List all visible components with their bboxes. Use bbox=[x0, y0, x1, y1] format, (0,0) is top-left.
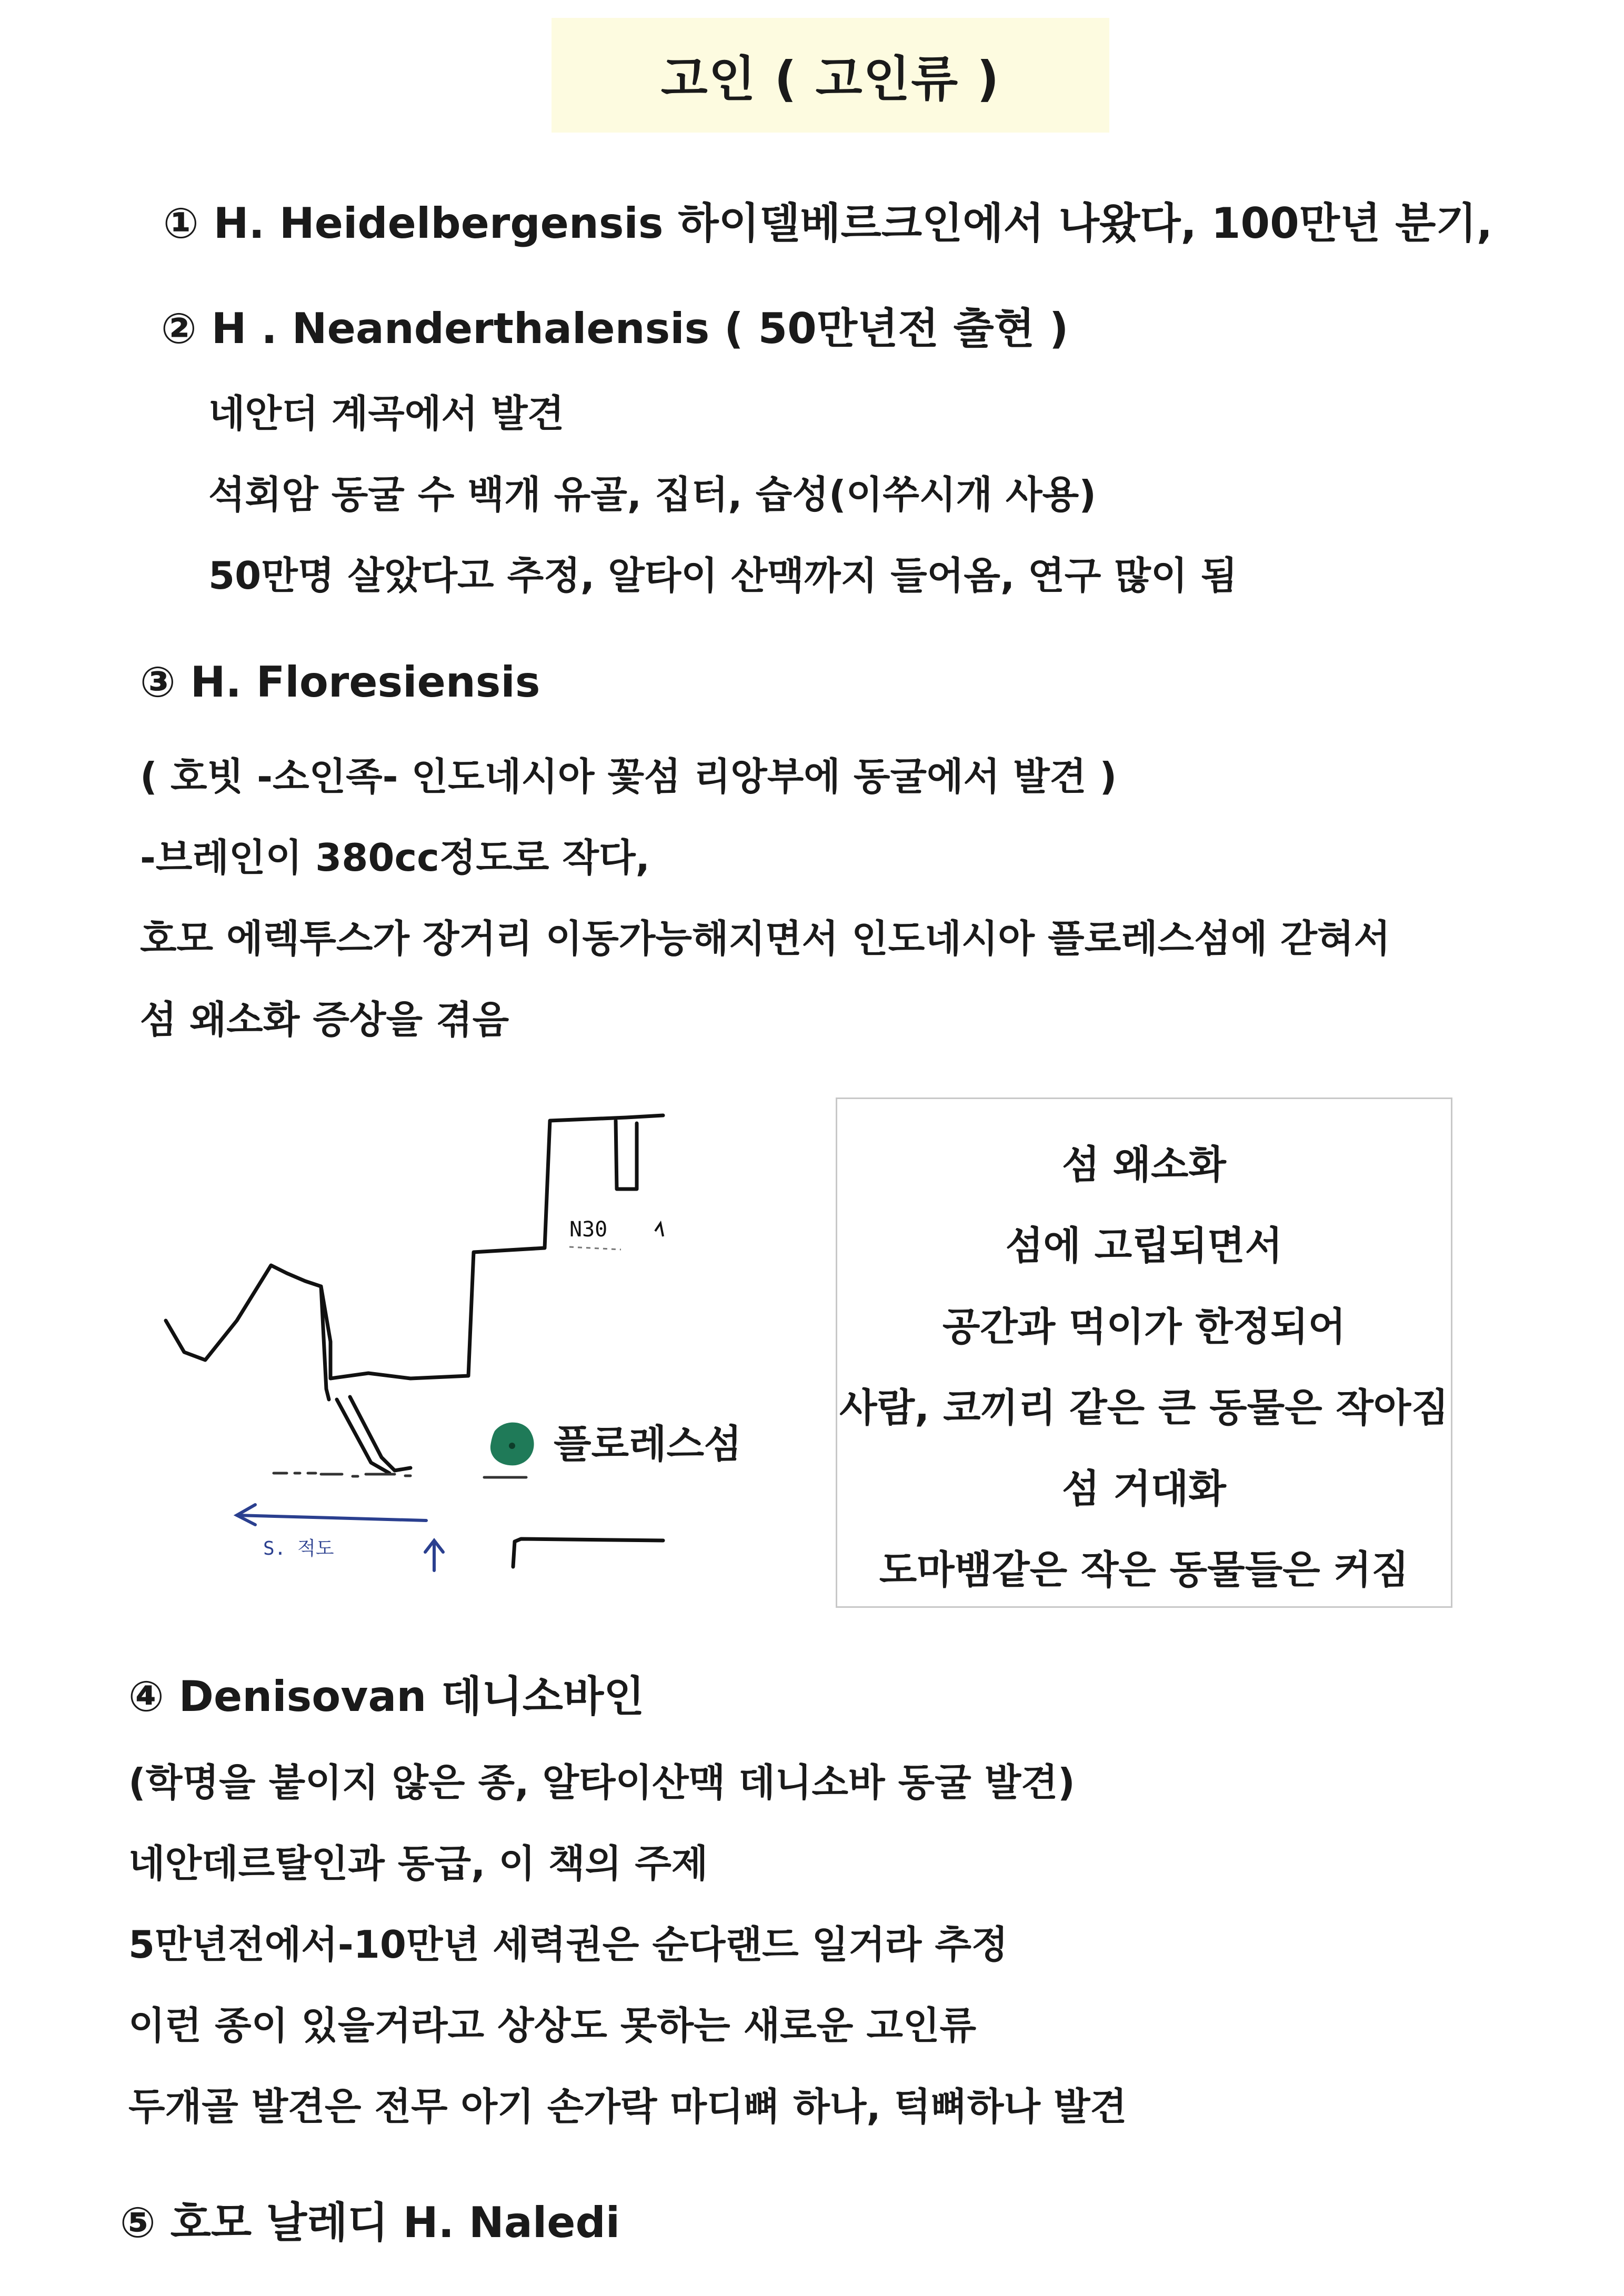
section3-line-1: ( 호빗 -소인족- 인도네시아 꽃섬 리앙부에 동굴에서 발견 ) bbox=[140, 754, 1117, 799]
page-title: 고인 ( 고인류 ) bbox=[660, 51, 1000, 107]
equator-handwritten-label: S. 적도 bbox=[263, 1538, 334, 1559]
note-line-6: 도마뱀같은 작은 동물들은 커짐 bbox=[879, 1547, 1409, 1593]
island-rule-note-box bbox=[836, 1097, 1452, 1608]
flores-island-label: 플로레스섬 bbox=[554, 1422, 742, 1467]
section2-line-2: 석회암 동굴 수 백개 유골, 집터, 습성(이쑤시개 사용) bbox=[208, 472, 1097, 517]
section2-line-3: 50만명 살았다고 추정, 알타이 산맥까지 들어옴, 연구 많이 됨 bbox=[208, 553, 1238, 598]
section4-heading: ④ Denisovan 데니소바인 bbox=[128, 1672, 645, 1721]
equator-dashed-line bbox=[274, 1473, 526, 1477]
section4-line-1: (학명을 붙이지 않은 종, 알타이산맥 데니소바 동굴 발견) bbox=[128, 1760, 1075, 1805]
flores-map-sketch bbox=[163, 1094, 774, 1589]
section5-heading: ⑤ 호모 날레디 H. Naledi bbox=[120, 2198, 620, 2247]
section4-line-2: 네안데르탈인과 동급, 이 책의 주제 bbox=[128, 1841, 708, 1886]
note-line-3: 공간과 먹이가 한정되어 bbox=[942, 1304, 1346, 1350]
note-line-2: 섬에 고립되면서 bbox=[1005, 1223, 1283, 1268]
coastline-drawing bbox=[166, 1115, 663, 1567]
section3-line-4: 섬 왜소화 증상을 겪음 bbox=[140, 998, 509, 1042]
equator-arrow bbox=[237, 1505, 426, 1525]
section4-line-4: 이런 종이 있을거라고 상상도 못하는 새로운 고인류 bbox=[128, 2003, 976, 2048]
section4-line-3: 5만년전에서-10만년 세력권은 순다랜드 일거라 추정 bbox=[128, 1922, 1008, 1967]
n30-handwritten: N30 bbox=[569, 1217, 608, 1242]
section2-line-1: 네안더 계곡에서 발견 bbox=[208, 391, 565, 436]
n30-dashes bbox=[569, 1247, 621, 1250]
north-arrow bbox=[425, 1540, 443, 1570]
note-line-1: 섬 왜소화 bbox=[1062, 1142, 1226, 1187]
section3-line-3: 호모 에렉투스가 장거리 이동가능해지면서 인도네시아 플로레스섬에 갇혀서 bbox=[140, 917, 1391, 961]
title-box bbox=[552, 18, 1109, 133]
section2-heading: ② H . Neanderthalensis ( 50만년전 출현 ) bbox=[161, 304, 1069, 353]
section1-heading: ① H. Heidelbergensis 하이델베르크인에서 나왔다, 100만년 분기, bbox=[163, 199, 1493, 248]
note-line-4: 사람, 코끼리 같은 큰 동물은 작아짐 bbox=[839, 1385, 1449, 1431]
section3-heading: ③ H. Floresiensis bbox=[140, 658, 540, 707]
section3-line-2: -브레인이 380cc정도로 작다, bbox=[140, 835, 650, 880]
n30-mark bbox=[655, 1223, 663, 1236]
note-line-5: 섬 거대화 bbox=[1062, 1466, 1226, 1512]
section4-line-5: 두개골 발견은 전무 아기 손가락 마디뼈 하나, 턱뼈하나 발견 bbox=[128, 2084, 1127, 2129]
island-dot bbox=[509, 1443, 515, 1449]
